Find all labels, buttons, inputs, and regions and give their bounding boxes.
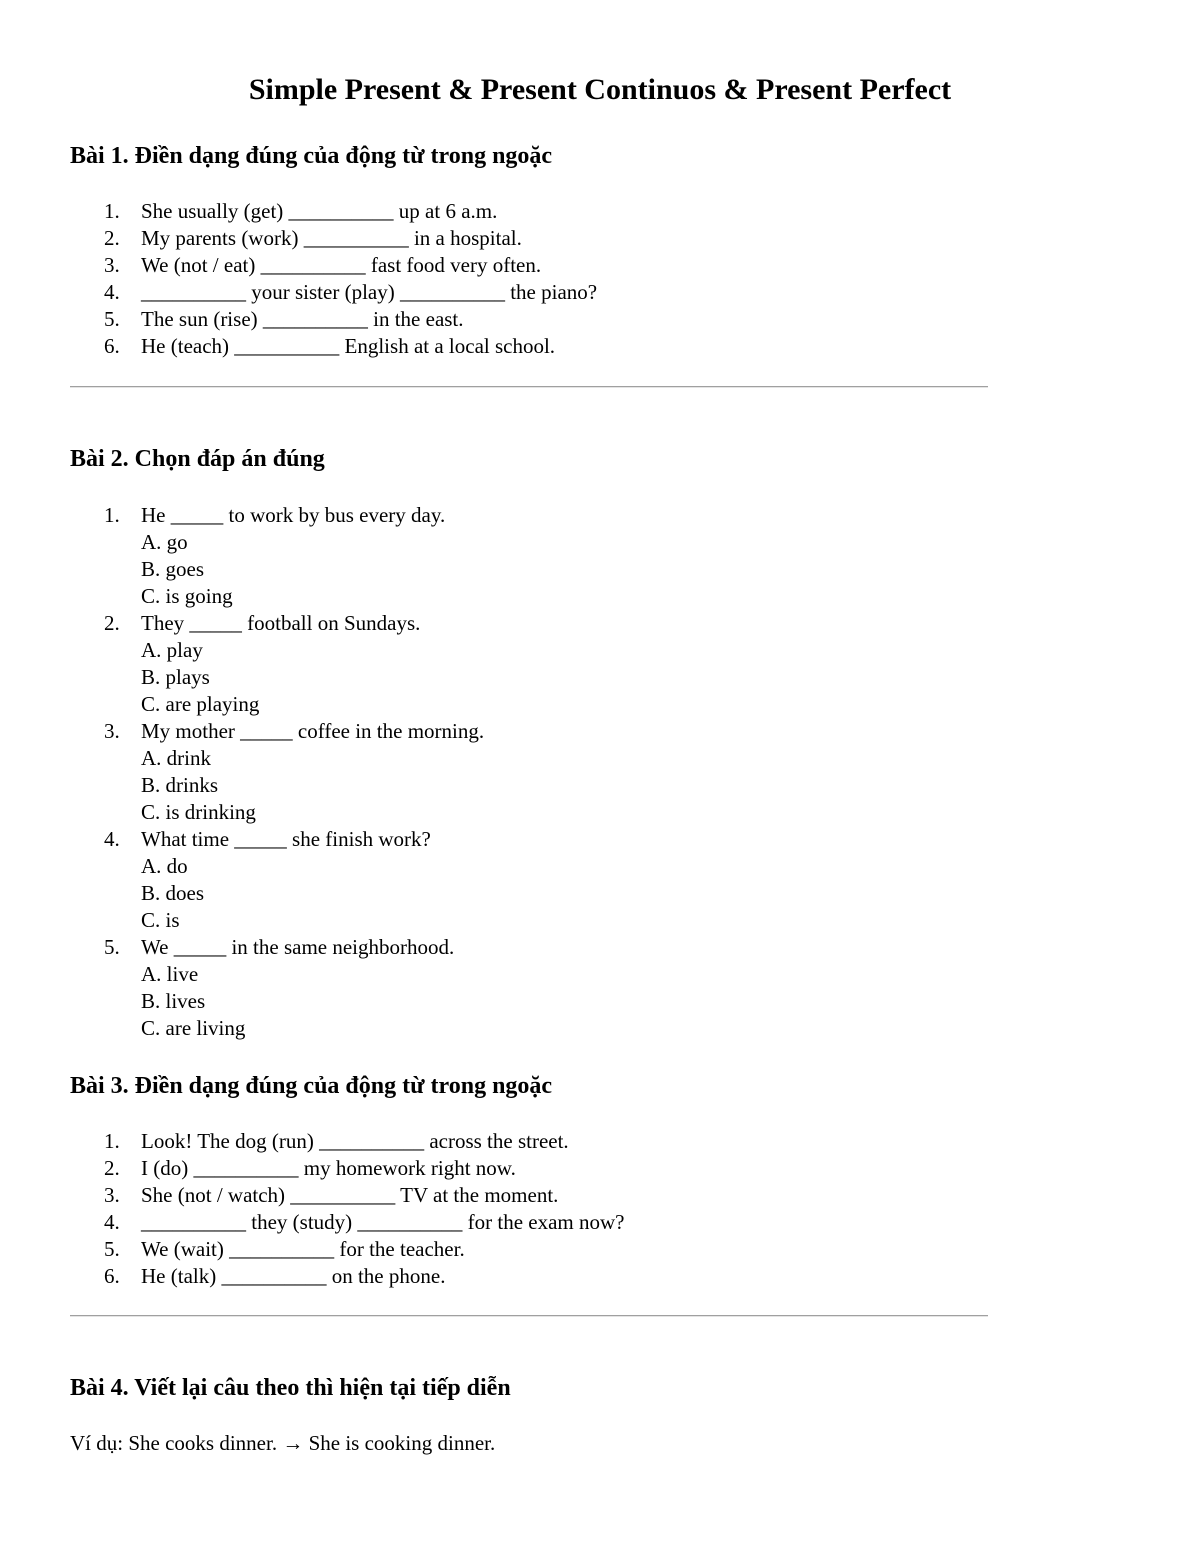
exercise-1-item: 4. __________ your sister (play) __________ the piano?: [104, 280, 598, 304]
answer-choice: B. does: [141, 881, 204, 905]
example-sentence: Ví dụ: She cooks dinner. → She is cooking dinner.: [70, 1431, 496, 1455]
exercise-3-item: 1. Look! The dog (run) __________ across the street.: [104, 1129, 569, 1153]
exercise-2-heading: Bài 2. Chọn đáp án đúng: [70, 446, 325, 472]
answer-choice: A. play: [141, 638, 203, 662]
answer-choice: C. is going: [141, 584, 233, 608]
horizontal-divider: [70, 386, 988, 388]
exercise-3-heading: Bài 3. Điền dạng đúng của động từ trong ngoặc: [70, 1073, 553, 1099]
answer-choice: B. plays: [141, 665, 210, 689]
answer-choice: B. drinks: [141, 773, 219, 797]
exercise-2-list: [70, 502, 484, 1042]
exercise-1-item: 2. My parents (work) __________ in a hospital.: [104, 226, 522, 250]
question-text: What time _____ she finish work?: [141, 827, 431, 851]
answer-choice: C. are playing: [141, 692, 260, 716]
exercise-3-item: 5. We (wait) __________ for the teacher.: [104, 1237, 465, 1261]
answer-choice: C. is drinking: [141, 800, 256, 824]
question-text: __________ they (study) __________ for the exam now?: [141, 1210, 625, 1234]
exercise-2-item: 3. My mother _____ coffee in the morning. A. drink B. drinks C. is drinking: [104, 719, 485, 824]
answer-choice: C. is: [141, 908, 180, 932]
question-text: He _____ to work by bus every day.: [141, 503, 446, 527]
horizontal-divider: [70, 1315, 988, 1317]
question-text: The sun (rise) __________ in the east.: [141, 307, 464, 331]
exercise-2-item: 5. We _____ in the same neighborhood. A. live B. lives C. are living: [70, 934, 484, 1042]
question-text: __________ your sister (play) __________ the piano?: [141, 280, 598, 304]
exercise-3-item: 2. I (do) __________ my homework right now.: [104, 1156, 516, 1180]
exercise-2-item: 2. They _____ football on Sundays. A. play B. plays C. are playing: [70, 610, 484, 718]
answer-choice: A. go: [141, 530, 188, 554]
exercise-1-heading: Bài 1. Điền dạng đúng của động từ trong ngoặc: [70, 143, 553, 169]
answer-choice: A. drink: [141, 746, 211, 770]
answer-choice: A. do: [141, 854, 188, 878]
question-text: We _____ in the same neighborhood.: [141, 935, 455, 959]
exercise-3-item: 6. He (talk) __________ on the phone.: [104, 1264, 446, 1288]
answer-choice: B. lives: [141, 989, 206, 1013]
exercise-2-item: 4. What time _____ she finish work? A. do B. does C. is: [70, 826, 484, 934]
exercise-1-list: [70, 198, 597, 360]
page-title: Simple Present & Present Continuos & Present Perfect: [248, 73, 952, 106]
exercise-1-item: 1. She usually (get) __________ up at 6 a.m.: [104, 199, 498, 223]
exercise-1-item: 3. We (not / eat) __________ fast food very often.: [104, 253, 542, 277]
question-text: My mother _____ coffee in the morning.: [141, 719, 485, 743]
exercise-3-list: [70, 1128, 625, 1290]
exercise-1-item: 6. He (teach) __________ English at a local school.: [104, 334, 556, 358]
question-text: She (not / watch) __________ TV at the moment.: [141, 1183, 559, 1207]
exercise-2-item: 1. He _____ to work by bus every day. A. go B. goes C. is going: [70, 502, 484, 610]
question-text: Look! The dog (run) __________ across the street.: [141, 1129, 569, 1153]
exercise-3-item: 3. She (not / watch) __________ TV at the moment.: [104, 1183, 559, 1207]
answer-choice: B. goes: [141, 557, 204, 581]
question-text: She usually (get) __________ up at 6 a.m.: [141, 199, 498, 223]
question-text: My parents (work) __________ in a hospital.: [141, 226, 522, 250]
exercise-3-item: 4. __________ they (study) __________ for the exam now?: [104, 1210, 625, 1234]
question-text: We (wait) __________ for the teacher.: [141, 1237, 465, 1261]
exercise-1-item: 5. The sun (rise) __________ in the east.: [104, 307, 464, 331]
question-text: He (teach) __________ English at a local school.: [141, 334, 556, 358]
question-text: We (not / eat) __________ fast food very often.: [141, 253, 542, 277]
exercise-4-heading: Bài 4. Viết lại câu theo thì hiện tại tiếp diễn: [70, 1375, 511, 1401]
question-text: I (do) __________ my homework right now.: [141, 1156, 516, 1180]
question-text: They _____ football on Sundays.: [141, 611, 421, 635]
answer-choice: A. live: [141, 962, 199, 986]
answer-choice: C. are living: [141, 1016, 246, 1040]
question-text: He (talk) __________ on the phone.: [141, 1264, 446, 1288]
